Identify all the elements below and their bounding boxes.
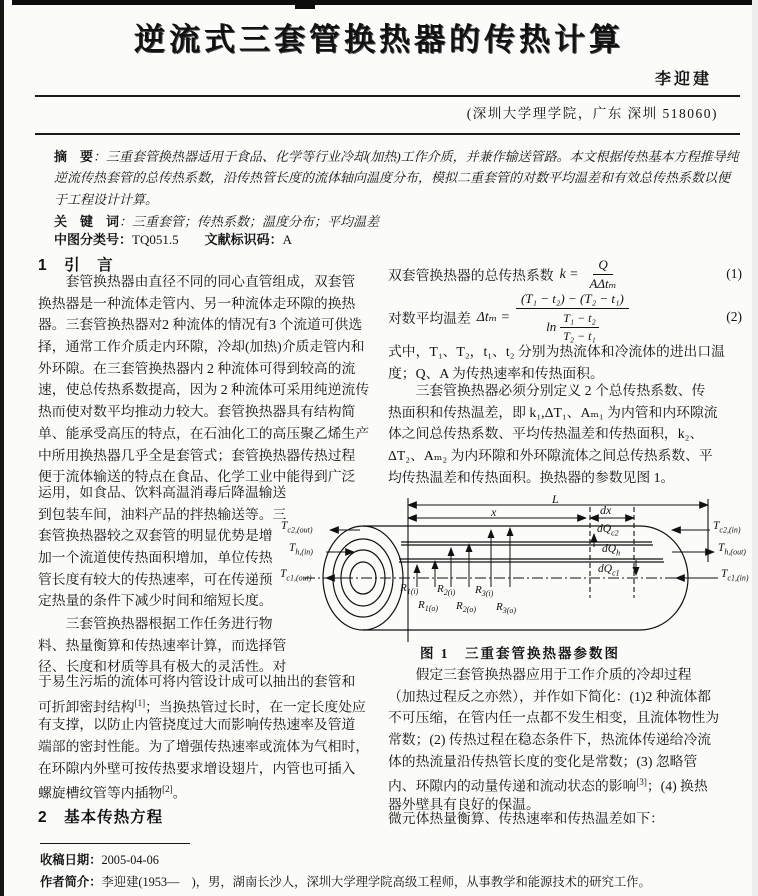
temp-label-th-out: $T_{h,(out)}$ <box>718 542 746 557</box>
left-column-para2-wide <box>38 671 380 801</box>
text-line: 度；Q、A 为传热速率和传热面积。 <box>388 365 604 381</box>
text-line: 单、能承受高压的特点，在石油化工的高压聚乙烯生产 <box>38 425 370 441</box>
text-line: 定热量的条件下减少时间和缩短长度。 <box>38 593 273 609</box>
temp-label-tc2-in: $T_{c2,(in)}$ <box>713 520 741 535</box>
text-line: 器外壁具有良好的保温。 <box>388 797 540 813</box>
text-line: 择，通常工作介质走内环隙，冷却(加热)介质走管内和 <box>38 339 365 355</box>
text-line: 不可压缩，在管内任一点都不发生相变，且流体物性为 <box>388 710 720 726</box>
text-line: 于易生污垢的流体可将内管设计成可以抽出的套管和 <box>38 674 356 689</box>
temp-label-th-in: $T_{h,(in)}$ <box>289 542 313 557</box>
text-line: 摘 要：三重套管换热器适用于食品、化学等行业冷却(加热)工作介质，并兼作输送管路。本文根据传热基本方程推导纯 <box>54 149 739 164</box>
equation-2-var: Δtₘ = <box>476 309 510 324</box>
heat-label-dqc1: $dQ_{c1}$ <box>598 563 620 578</box>
equation-2 <box>388 292 742 342</box>
text-line: （加热过程反之亦然），并作如下简化：(1)2 种流体都 <box>388 688 712 704</box>
heat-label-dqc2: $dQ_{c2}$ <box>597 523 619 538</box>
temp-label-tc2-out: $T_{c2,(out)}$ <box>281 520 313 535</box>
radius-label-r2o: $R_{2(o)}$ <box>456 600 477 615</box>
equation-2-inner-fraction: T₁ − t₂ T₂ − t₁ <box>560 311 598 344</box>
dim-label-x: x <box>491 505 497 519</box>
text-line: 假定三套管换热器应用于工作介质的冷却过程 <box>388 667 692 682</box>
right-column-para2 <box>388 380 744 488</box>
text-line: 器。三套管换热器对2 种流体的情况有3 个流道可供选 <box>38 317 363 333</box>
text-line: 便于流体输送的特点在食品、化学工业中能得到广泛 <box>38 469 356 485</box>
text-line: 常数；(2) 传热过程在稳态条件下，热流体传递给冷流 <box>388 732 712 748</box>
equation-2-lead: 对数平均温差 <box>388 311 471 326</box>
dim-label-dx: dx <box>600 503 612 517</box>
figure-caption: 图 1 三重套管换热器参数图 <box>419 646 621 661</box>
scan-edge-notch <box>295 0 315 9</box>
radius-label-r1o: $R_{1(o)}$ <box>418 599 439 614</box>
text-line: 逆流传热套管的总传热系数，沿传热管长度的流体轴向温度分布，模拟二重套管的对数平均温差和有效总传热系数以便 <box>54 170 731 186</box>
ln-operator: ln <box>546 319 557 334</box>
text-line: 管长度有较大的传热速率，可在传递预 <box>38 571 273 587</box>
text-line: 到包装车间，油料产品的拌热输送等。三 <box>38 506 287 522</box>
text-line: 三套管换热器必须分别定义 2 个总传热系数、传 <box>388 383 706 398</box>
radius-label-r1i: $R_{1(i)}$ <box>400 582 419 597</box>
text-line: 有支撑，以防止内管挠度过大而影响传热速率及管道 <box>38 717 356 733</box>
scan-edge-right <box>752 0 758 896</box>
text-line: 套管换热器较之双套管的明显优势是增 <box>38 528 273 544</box>
equation-2-fraction: (T₁ − t₂) − (T₂ − t₁) ln T₁ − t₂ T₂ − t₁ <box>516 291 629 344</box>
text-line: 中所用换热器几乎全是套管式；套管换热器传热过程 <box>38 447 356 463</box>
text-line: 体的热流量沿传热管长度的变化是常数；(3) 忽略管 <box>388 753 698 769</box>
text-line: 热而使对数平均推动力较大。套管换热器具有结构简 <box>38 404 356 420</box>
text-line: 均传热温差和传热面积。换热器的参数见图 1。 <box>388 469 675 485</box>
section-1-heading: 1 引 言 <box>38 257 114 274</box>
text-line: 内、环隙内的动量传递和流动状态的影响[3]；(4) 换热 <box>388 777 708 795</box>
text-line: 运用，如食品、饮料高温消毒后降温输送 <box>38 485 287 500</box>
dim-label-L: L <box>552 492 559 506</box>
affiliation: (深圳大学理学院，广东 深圳 518060) <box>466 106 718 121</box>
footnote-rule <box>40 843 190 844</box>
keywords-line: 关 键 词：三重套管；传热系数；温度分布；平均温差 <box>54 214 380 229</box>
text-line: 换热器是一种流体走管内、另一种流体走环隙的换热 <box>38 295 356 311</box>
scan-edge-left <box>0 0 4 896</box>
text-line: 微元体热量衡算、传热速率和传热温差如下： <box>388 811 664 826</box>
left-column-para1-narrow <box>38 482 292 612</box>
text-line: 料、热量衡算和传热速率计算，而选择管 <box>38 637 287 653</box>
text-line: 外环隙。在三套管换热器内 2 种流体可得到较高的流 <box>38 360 356 376</box>
right-column-para3 <box>388 664 744 816</box>
dimension-lines <box>408 498 708 642</box>
header-rule-bottom <box>35 133 740 135</box>
text-line: 三套管换热器根据工作任务进行物 <box>38 616 273 631</box>
left-column-para2-narrow <box>38 613 292 678</box>
section-2-heading: 2 基本传热方程 <box>38 809 164 826</box>
radius-label-r3i: $R_{3(i)}$ <box>475 584 494 599</box>
author-name: 李迎建 <box>654 71 712 88</box>
left-column-para1-wide <box>38 271 380 488</box>
right-column-eq-notes <box>388 341 744 384</box>
temp-label-tc1-out: $T_{c1,(out)}$ <box>280 568 312 583</box>
heat-label-dqh: $dQ_h$ <box>602 543 621 558</box>
equation-2-number: (2) <box>726 309 742 324</box>
abstract-block <box>54 146 744 210</box>
radius-label-r3o: $R_{3(o)}$ <box>496 601 517 616</box>
equation-1-number: (1) <box>726 266 742 281</box>
text-line: 体之间总传热系数、平均传热温差和传热面积，k₂、 <box>388 426 704 442</box>
equation-1-var: k = <box>559 266 579 281</box>
text-line: 速，使总传热系数提高，因为 2 种流体可采用纯逆流传 <box>38 382 370 398</box>
radius-label-r2i: $R_{2(i)}$ <box>437 583 456 598</box>
right-column-para4 <box>388 808 744 830</box>
equation-1-lead: 双套管换热器的总传热系数 <box>388 268 554 283</box>
clc-line: 中图分类号：TQ051.5 文献标识码：A <box>54 232 293 247</box>
author-bio-line: 作者简介：李迎建(1953— )，男，湖南长沙人，深圳大学理学院高级工程师，从事教学和能源技术的研究工作。 <box>40 875 651 889</box>
figure-1 <box>280 494 758 670</box>
paper-title: 逆流式三套管换热器的传热计算 <box>134 22 624 57</box>
text-line: 于工程设计计算。 <box>54 191 159 207</box>
scan-edge-top <box>12 0 758 5</box>
text-line: 热面积和传热温差，即 k₁,ΔT₁、Aₘ₁ 为内管和内环隙流 <box>388 404 718 420</box>
text-line: 加一个流道使传热面积增加，单位传热 <box>38 550 273 566</box>
received-date-line: 收稿日期：2005-04-06 <box>40 853 159 867</box>
text-line: 套管换热器由直径不同的同心直管组成，双套管 <box>38 274 356 289</box>
text-line: 螺旋槽纹管等内插物[2]。 <box>38 784 187 802</box>
header-rule-top <box>35 95 740 97</box>
text-line: 式中，T₁、T₂，t₁、t₂ 分别为热流体和冷流体的进出口温 <box>388 344 725 359</box>
temp-label-tc1-in: $T_{c1,(in)}$ <box>721 568 749 583</box>
text-line: 可折卸密封结构[1]；当换热管过长时，在一定长度处应 <box>38 697 366 715</box>
equation-1 <box>388 256 742 292</box>
text-line: 径、长度和材质等具有极大的灵活性。对 <box>38 659 287 675</box>
text-line: 在环隙内外壁可按传热要求增设翅片，内管也可插入 <box>38 760 356 776</box>
text-line: ΔT₂、Aₘ₂ 为内环隙和外环隙流体之间总传热系数、平 <box>388 448 713 464</box>
text-line: 端部的密封性能。为了增强传热速率或流体为气相时， <box>38 739 370 755</box>
equation-1-fraction: $\frac{Q}{\text{AΔtₘ}}$ <box>589 256 617 291</box>
